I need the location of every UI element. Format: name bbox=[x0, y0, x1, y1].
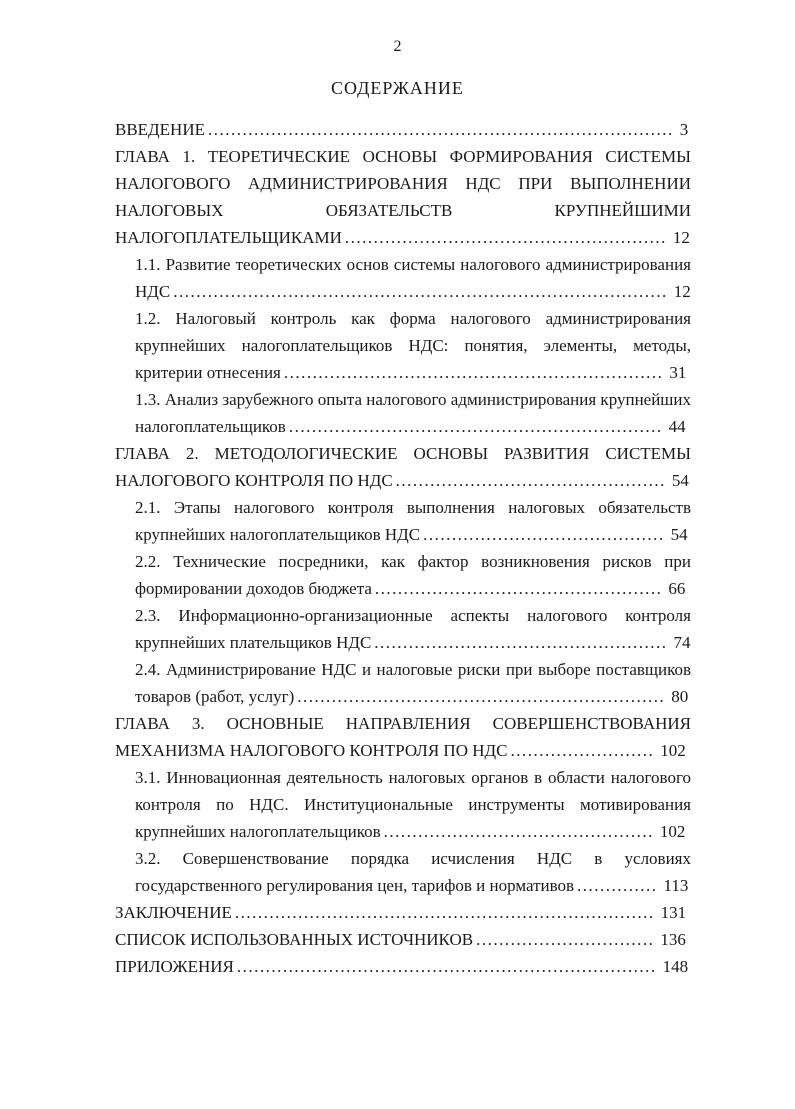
page-number: 2 bbox=[393, 38, 402, 55]
toc-entry-page: 136 bbox=[660, 930, 686, 949]
toc-entry-page: 102 bbox=[660, 741, 686, 760]
toc-entry-page: 12 bbox=[673, 282, 691, 301]
toc-entry bbox=[115, 899, 691, 926]
toc-entry-text: 2.1. Этапы налогового контроля выполнения налоговых обязательств крупнейших налогоплательщиков НДС bbox=[135, 498, 691, 544]
toc-entry-page: 80 bbox=[671, 687, 689, 706]
toc-entry bbox=[115, 440, 691, 494]
dot-leader: .................................................................. bbox=[283, 363, 664, 382]
toc-entry bbox=[115, 926, 691, 953]
toc-entry-text: 1.2. Налоговый контроль как форма налогового администрирования крупнейших налогоплательщиков НДС: понятия, элементы, методы, критерии отнесения bbox=[135, 309, 691, 382]
toc-entry-text: 2.2. Технические посредники, как фактор возникновения рисков при формировании доходов бюджета bbox=[135, 552, 691, 598]
dot-leader: ............................... bbox=[476, 930, 655, 949]
page-title: СОДЕРЖАНИЕ bbox=[331, 78, 464, 98]
toc-entry bbox=[115, 845, 691, 899]
toc-entry bbox=[115, 548, 691, 602]
toc-entry-text: ГЛАВА 3. ОСНОВНЫЕ НАПРАВЛЕНИЯ СОВЕРШЕНСТВОВАНИЯ МЕХАНИЗМА НАЛОГОВОГО КОНТРОЛЯ ПО НДС bbox=[115, 714, 691, 760]
dot-leader: ................................................................................. bbox=[207, 120, 674, 139]
dot-leader: ................................................................ bbox=[297, 687, 666, 706]
toc-entry-text: 3.2. Совершенствование порядка исчисления НДС в условиях государственного регулирования цен, тарифов и нормативов bbox=[135, 849, 691, 895]
dot-leader: ........................................................ bbox=[344, 228, 667, 247]
toc-entry-page: 131 bbox=[660, 903, 687, 922]
toc-entry-text: СПИСОК ИСПОЛЬЗОВАННЫХ ИСТОЧНИКОВ bbox=[115, 930, 474, 949]
dot-leader: ......................................................................... bbox=[236, 957, 657, 976]
toc-entry-text: ПРИЛОЖЕНИЯ bbox=[115, 957, 234, 976]
toc-entry-page: 148 bbox=[662, 957, 689, 976]
toc-entry-page: 66 bbox=[668, 579, 686, 598]
dot-leader: ......................................................................... bbox=[234, 903, 655, 922]
dot-leader: ............................................... bbox=[395, 471, 666, 490]
toc-entry-page: 12 bbox=[672, 228, 690, 247]
toc-entry-text: ВВЕДЕНИЕ bbox=[115, 120, 205, 139]
toc-entry bbox=[115, 656, 691, 710]
toc-entry bbox=[115, 116, 691, 143]
toc-entry bbox=[115, 494, 691, 548]
toc-entry bbox=[115, 305, 691, 386]
toc-entry-text: 1.1. Развитие теоретических основ системы налогового администрирования НДС bbox=[135, 255, 691, 301]
dot-leader: ................................................... bbox=[374, 633, 668, 652]
toc-entry-page: 74 bbox=[673, 633, 691, 652]
toc-entry bbox=[115, 143, 691, 251]
toc-entry-page: 31 bbox=[669, 363, 687, 382]
dot-leader: ............................................... bbox=[383, 822, 654, 841]
toc-entry-page: 113 bbox=[663, 876, 689, 895]
toc-entry-page: 44 bbox=[668, 417, 686, 436]
dot-leader: ...................................................................................... bbox=[173, 282, 668, 301]
dot-leader: ......................... bbox=[510, 741, 655, 760]
toc-entry-text: 3.1. Инновационная деятельность налоговых органов в области налогового контроля по НДС. Институциональные инструменты мотивирования крупнейших налогоплательщиков bbox=[135, 768, 691, 841]
toc-entry bbox=[115, 386, 691, 440]
toc-entry-page: 102 bbox=[659, 822, 686, 841]
dot-leader: .................................................. bbox=[374, 579, 663, 598]
dot-leader: ................................................................. bbox=[288, 417, 663, 436]
toc-entry-text: ГЛАВА 1. ТЕОРЕТИЧЕСКИЕ ОСНОВЫ ФОРМИРОВАНИЯ СИСТЕМЫ НАЛОГОВОГО АДМИНИСТРИРОВАНИЯ НДС ПРИ ВЫПОЛНЕНИИ НАЛОГОВЫХ ОБЯЗАТЕЛЬСТВ КРУПНЕЙШИМИ НАЛОГОПЛАТЕЛЬЩИКАМИ bbox=[115, 147, 691, 247]
toc-list bbox=[115, 116, 691, 980]
toc-entry-text: ГЛАВА 2. МЕТОДОЛОГИЧЕСКИЕ ОСНОВЫ РАЗВИТИЯ СИСТЕМЫ НАЛОГОВОГО КОНТРОЛЯ ПО НДС bbox=[115, 444, 691, 490]
dot-leader: .............. bbox=[577, 876, 658, 895]
toc-entry bbox=[115, 953, 691, 980]
toc-entry bbox=[115, 710, 691, 764]
toc-entry-page: 3 bbox=[679, 120, 689, 139]
dot-leader: .......................................... bbox=[423, 525, 665, 544]
toc-entry-page: 54 bbox=[670, 525, 688, 544]
toc-entry-page: 54 bbox=[671, 471, 689, 490]
toc-entry-text: 1.3. Анализ зарубежного опыта налогового администрирования крупнейших налогоплательщиков bbox=[135, 390, 691, 436]
toc-entry bbox=[115, 764, 691, 845]
toc-entry bbox=[115, 251, 691, 305]
toc-entry bbox=[115, 602, 691, 656]
toc-entry-text: ЗАКЛЮЧЕНИЕ bbox=[115, 903, 232, 922]
toc-entry-text: 2.3. Информационно-организационные аспекты налогового контроля крупнейших плательщиков НДС bbox=[135, 606, 691, 652]
toc-entry-text: 2.4. Администрирование НДС и налоговые риски при выборе поставщиков товаров (работ, услуг) bbox=[135, 660, 691, 706]
